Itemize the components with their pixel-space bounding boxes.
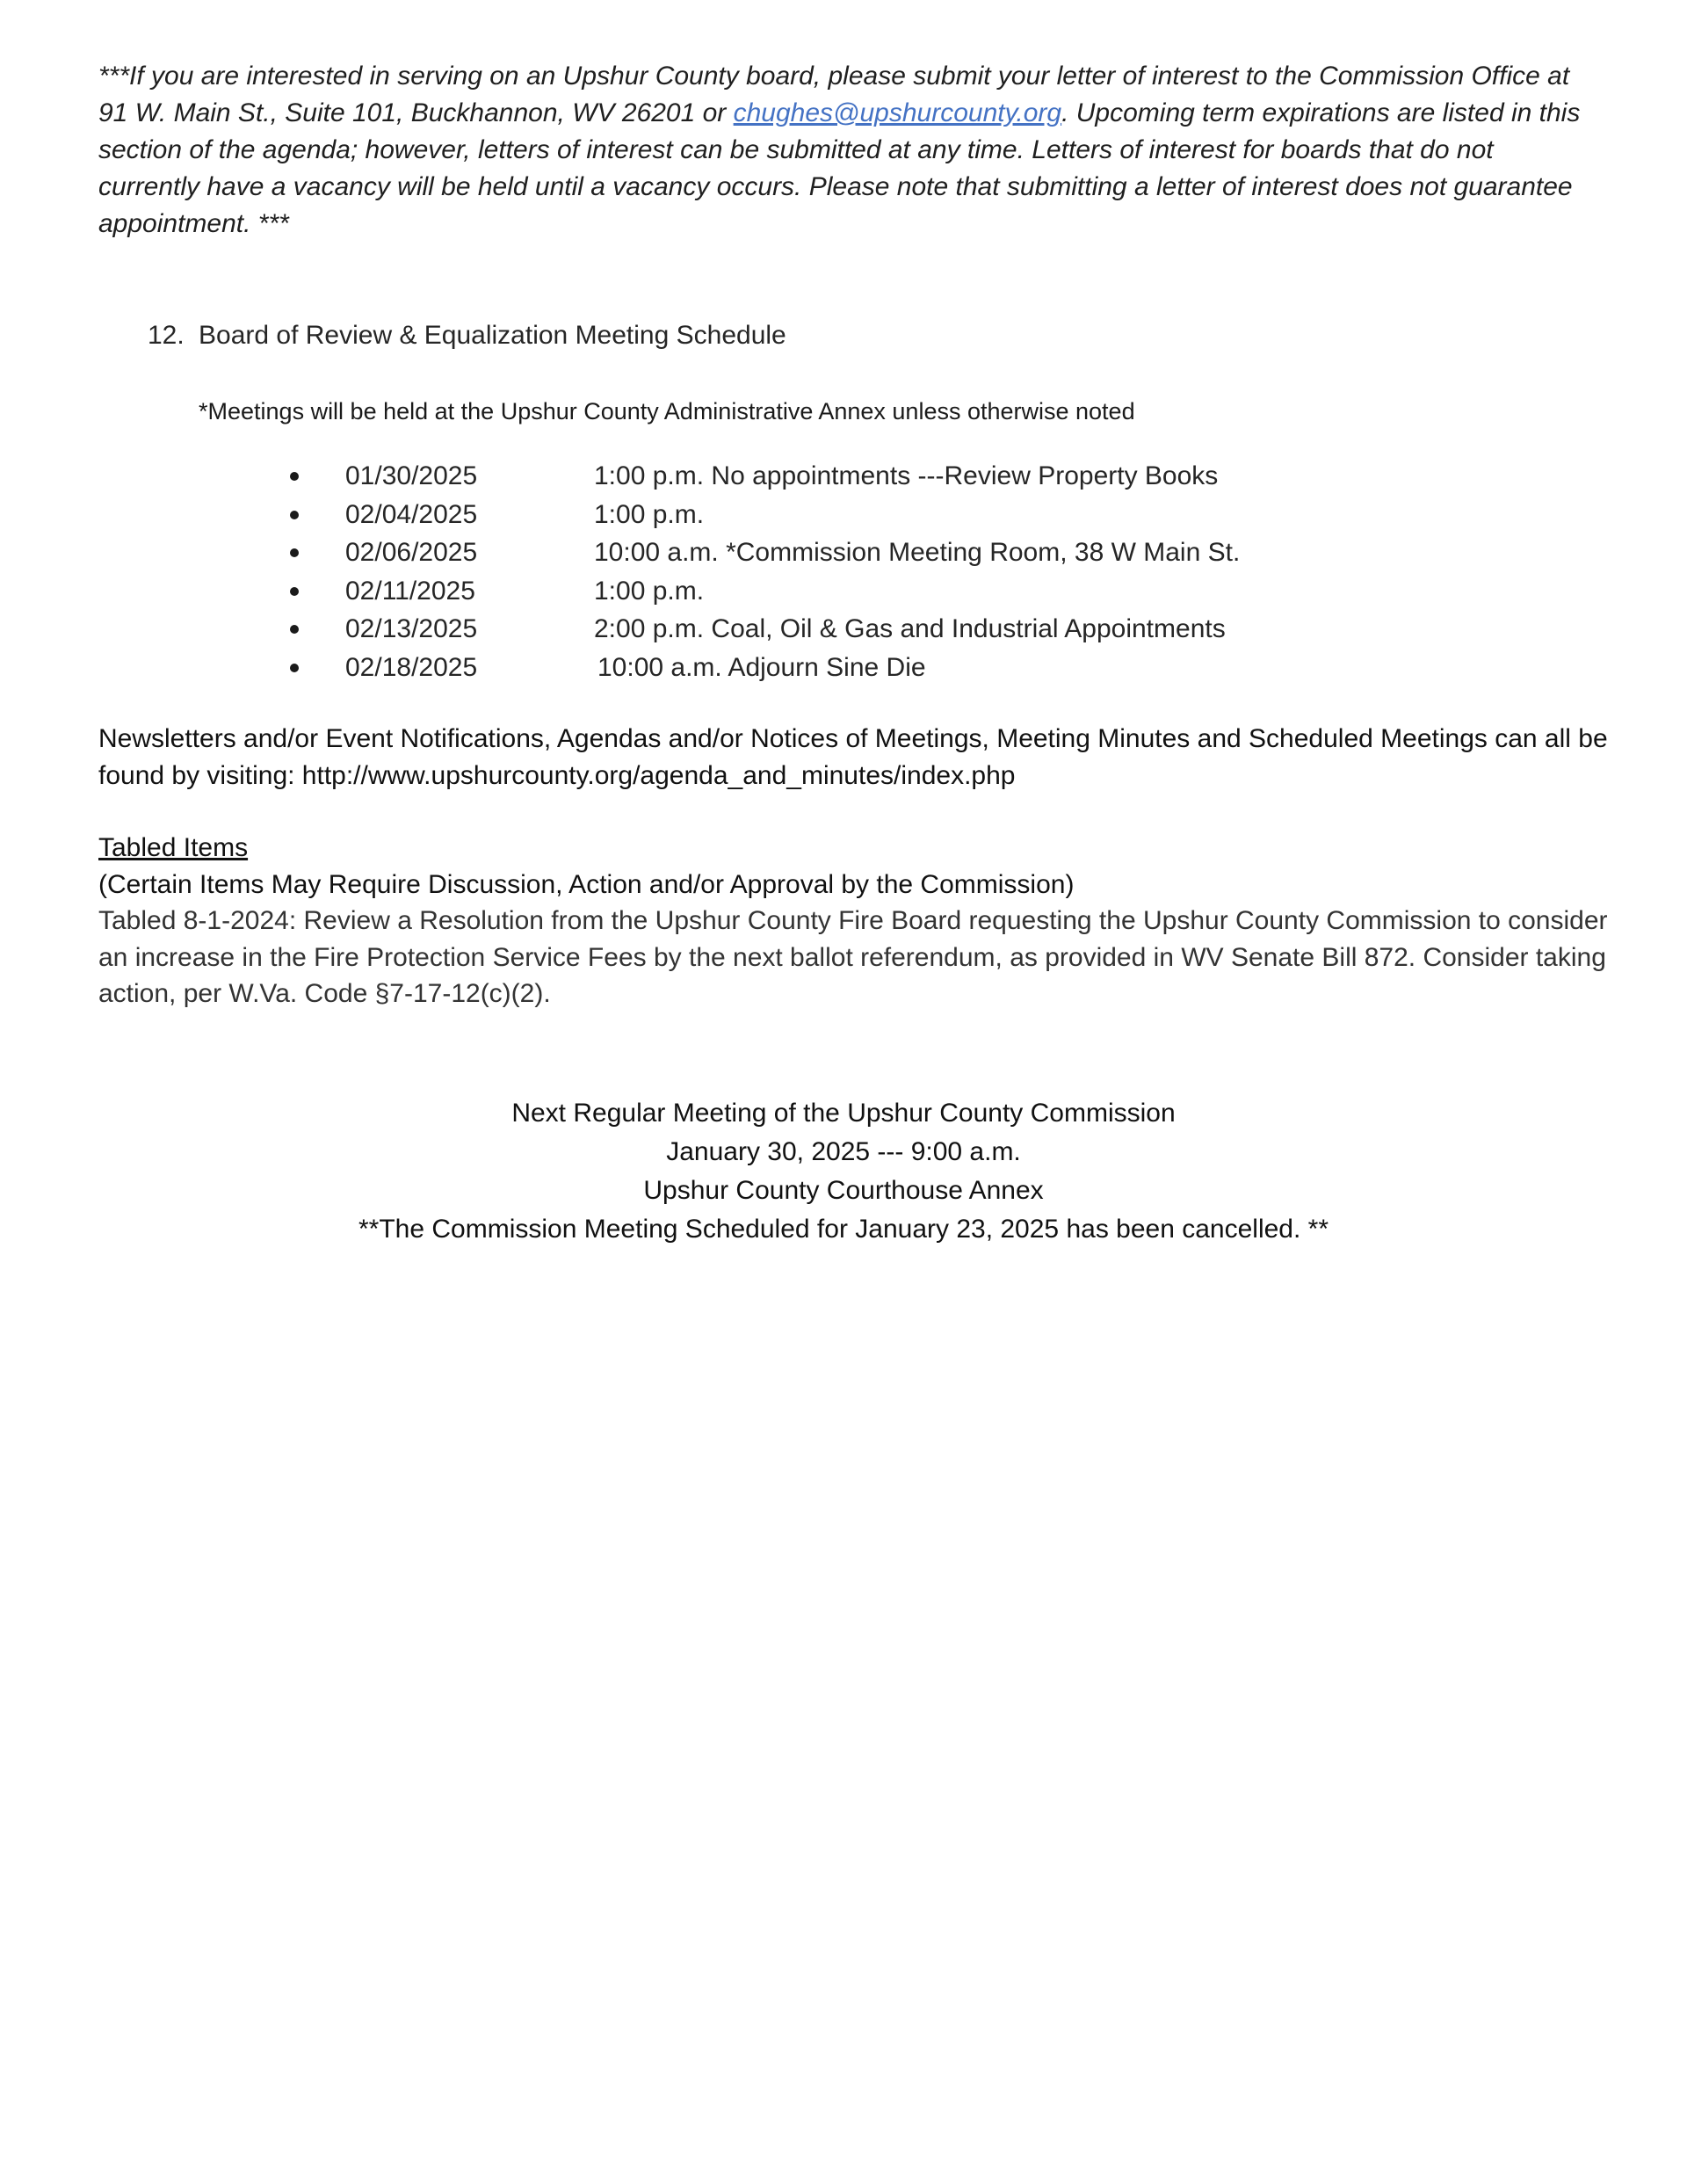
schedule-date: 02/06/2025	[345, 538, 478, 568]
bullet-icon	[290, 664, 299, 672]
schedule-date: 02/04/2025	[345, 499, 478, 529]
tabled-items-title: Tabled Items	[98, 833, 249, 862]
bullet-icon	[290, 472, 299, 481]
section-12-heading	[148, 318, 786, 353]
schedule-description: 10:00 a.m. *Commission Meeting Room, 38 W Main St.	[594, 538, 1241, 568]
bullet-icon	[290, 548, 299, 557]
tabled-items-section	[98, 830, 1610, 1012]
schedule-description: 1:00 p.m. No appointments ---Review Property Books	[594, 461, 1219, 490]
schedule-date: 02/18/2025	[345, 652, 478, 682]
cancellation-notice: **The Commission Meeting Scheduled for January 23, 2025 has been cancelled. **	[358, 1215, 1329, 1244]
bullet-icon	[290, 625, 299, 634]
notice-text-before: ***If you are interested in serving on an Upshur County board, please submit your letter of interest to the Commission Office at 91 W. Main St., Suite 101, Buckhannon, WV 26201 or	[98, 62, 1570, 127]
schedule-description: 1:00 p.m.	[594, 576, 705, 606]
schedule-location-note: *Meetings will be held at the Upshur County Administrative Annex unless otherwise noted	[199, 398, 1135, 424]
schedule-date: 01/30/2025	[345, 461, 478, 490]
section-number: 12.	[148, 321, 185, 350]
schedule-description: 2:00 p.m. Coal, Oil & Gas and Industrial Appointments	[594, 614, 1226, 644]
tabled-items-subtitle: (Certain Items May Require Discussion, Action and/or Approval by the Commission)	[98, 869, 1075, 899]
email-link[interactable]: chughes@upshurcounty.org	[733, 98, 1062, 127]
notice-text-after: . Upcoming term expirations are listed in this section of the agenda; however, letters of interest can be submitted at any time. Letters of interest for boards that do not currently have a vacancy will be held until a vacancy occurs. Please note that submitting a letter of interest does not guarantee appointment. ***	[98, 98, 1581, 238]
bullet-icon	[290, 511, 299, 519]
schedule-description: 10:00 a.m. Adjourn Sine Die	[597, 652, 926, 682]
schedule-description: 1:00 p.m.	[594, 499, 705, 529]
next-meeting-datetime: January 30, 2025 --- 9:00 a.m.	[666, 1137, 1021, 1166]
board-interest-notice	[98, 58, 1592, 243]
newsletters-paragraph: Newsletters and/or Event Notifications, Agendas and/or Notices of Meetings, Meeting Minutes and Scheduled Meetings can all be found by visiting: http://www.upshurcounty.org/agenda_and_minutes/index.php	[98, 724, 1608, 790]
schedule-date: 02/13/2025	[345, 614, 478, 644]
bullet-icon	[290, 587, 299, 596]
section-title: Board of Review & Equalization Meeting Schedule	[199, 321, 786, 350]
tabled-item-text: Tabled 8-1-2024: Review a Resolution from the Upshur County Fire Board requesting the Upshur County Commission to consider an increase in the Fire Protection Service Fees by the next ballot referendum, as provided in WV Senate Bill 872. Consider taking action, per W.Va. Code §7-17-12(c)(2).	[98, 906, 1608, 1008]
next-meeting-block	[0, 1094, 1687, 1249]
next-meeting-location: Upshur County Courthouse Annex	[643, 1176, 1044, 1205]
next-meeting-heading: Next Regular Meeting of the Upshur County Commission	[511, 1099, 1176, 1128]
schedule-date: 02/11/2025	[345, 576, 475, 606]
